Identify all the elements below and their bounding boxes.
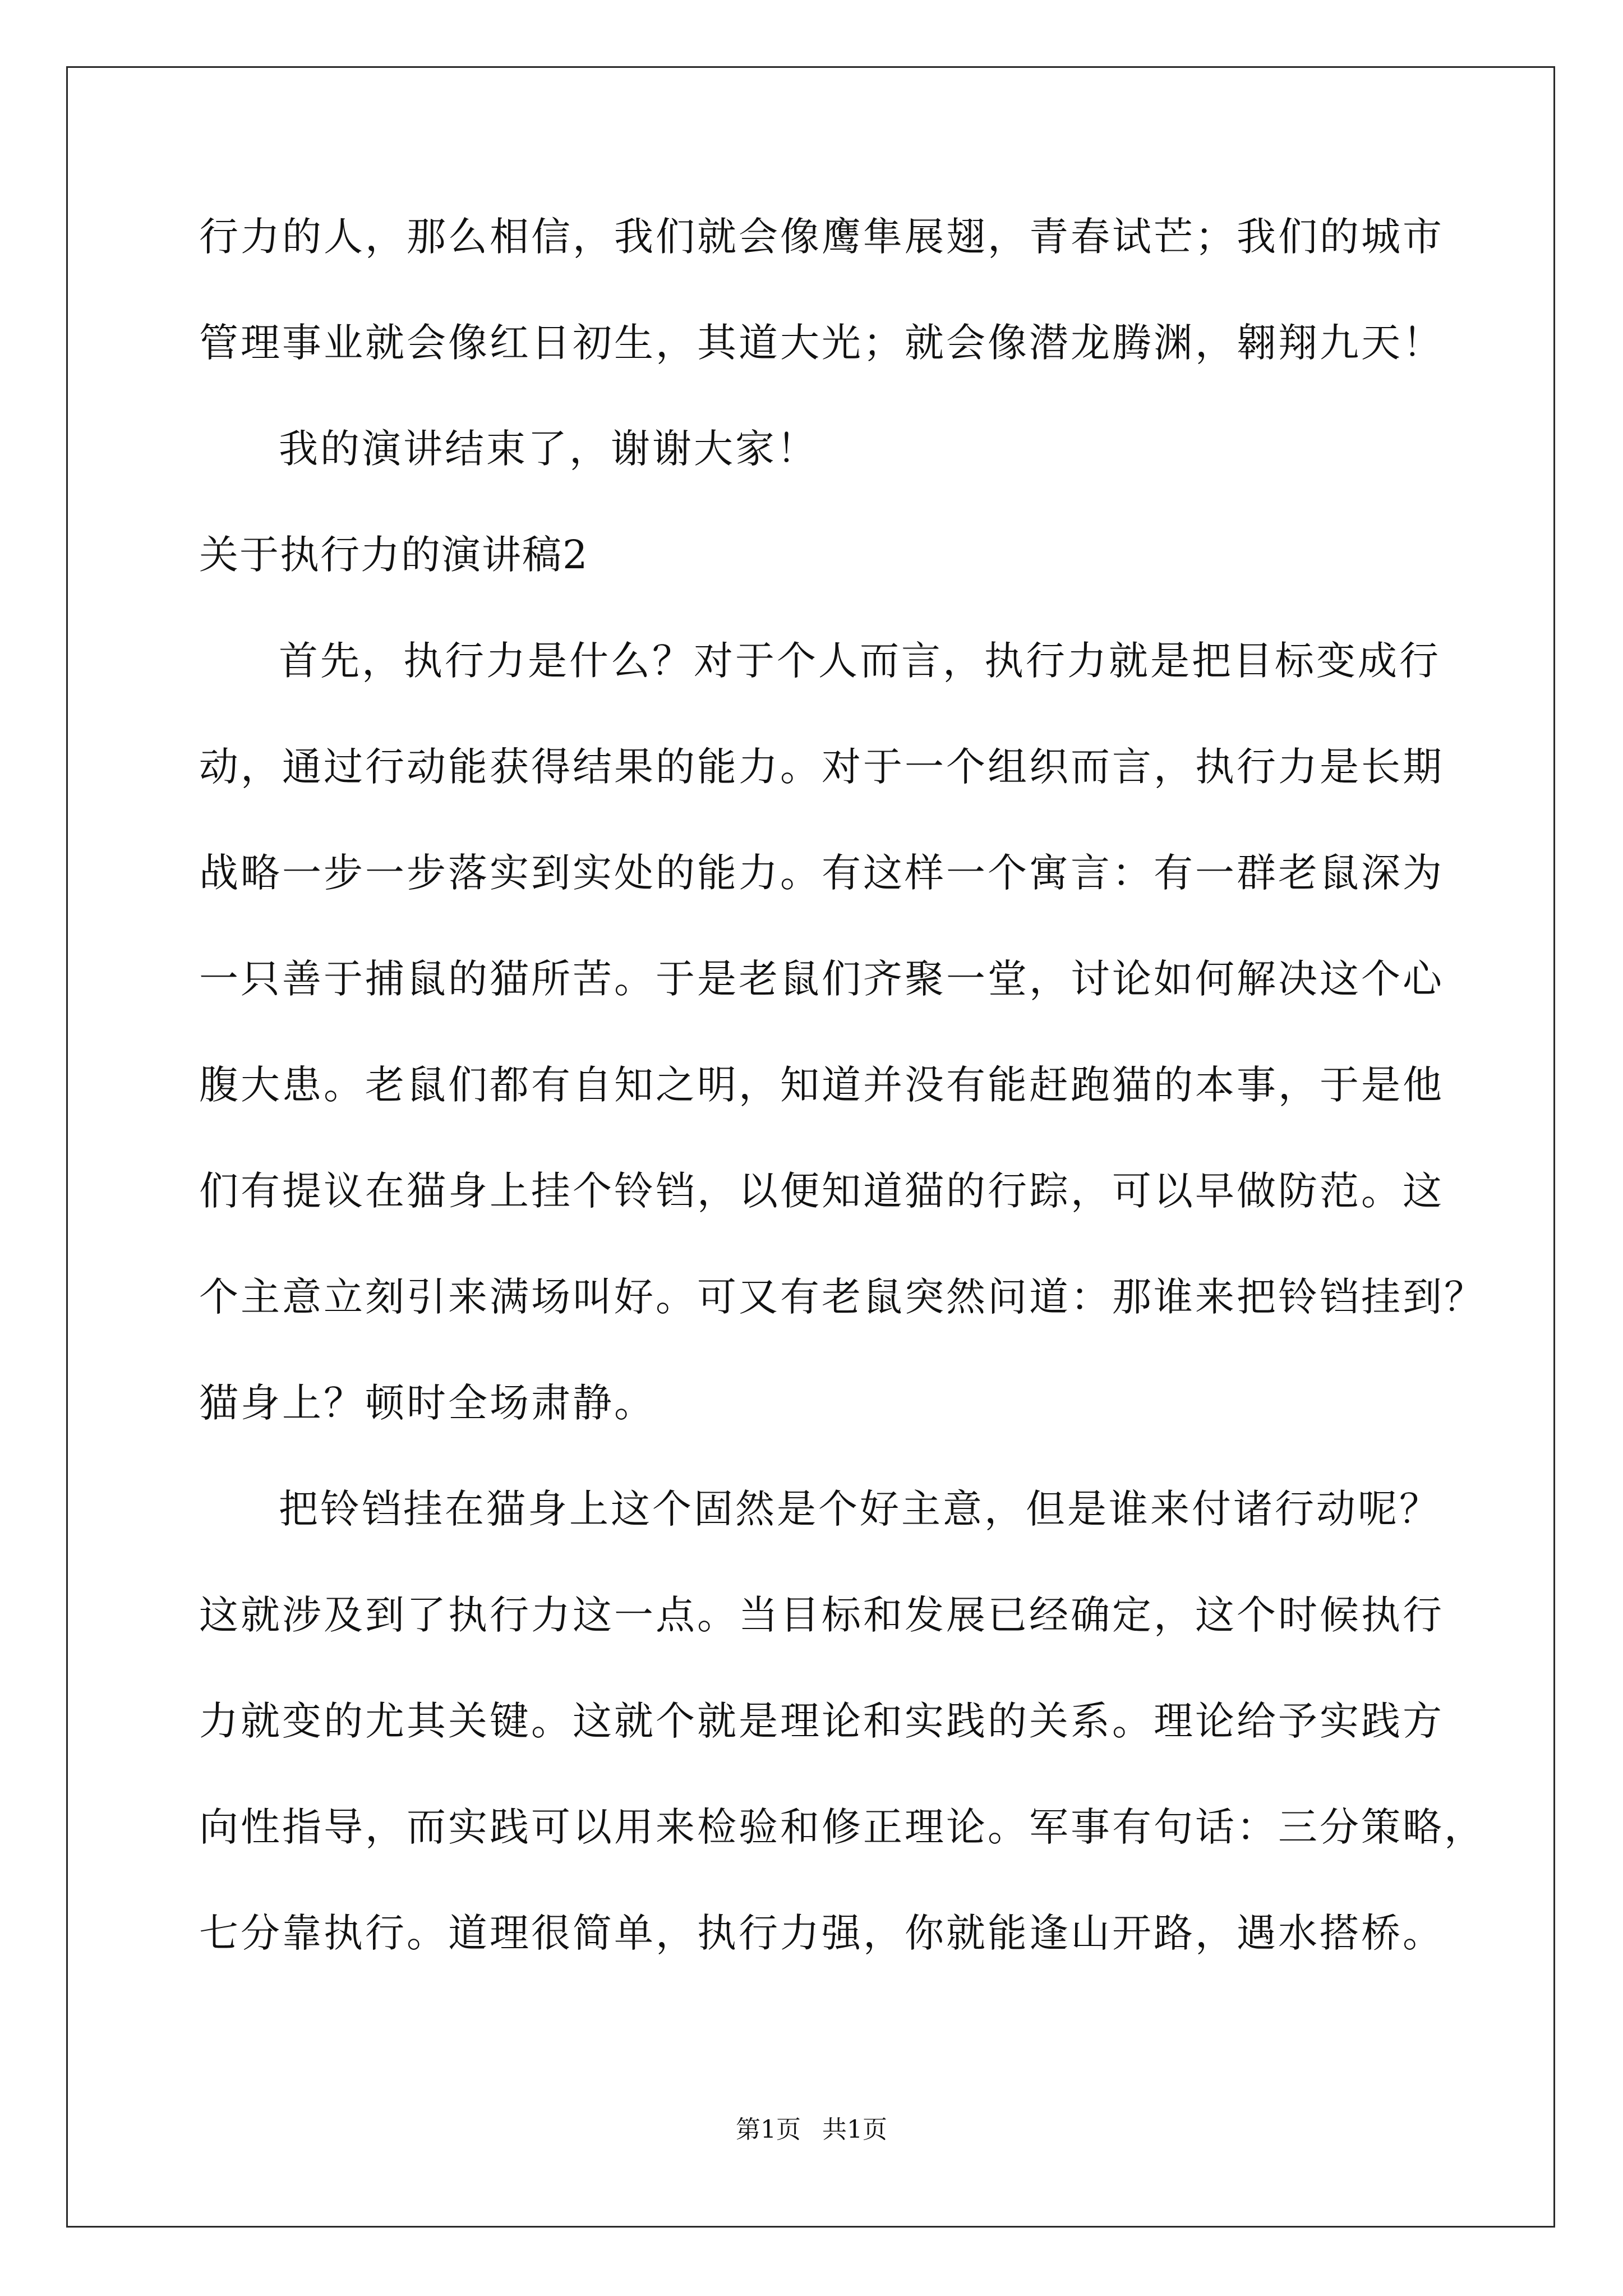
page-total: 共1页 <box>822 2115 887 2144</box>
text-line: 我的演讲结束了，谢谢大家！ <box>279 426 818 472</box>
text-line: 力就变的尤其关键。这就个就是理论和实践的关系。理论给予实践方 <box>199 1698 1444 1744</box>
document-body <box>199 209 1486 2011</box>
text-line: 行力的人，那么相信，我们就会像鹰隼展翅，青春试芒；我们的城市 <box>199 214 1444 260</box>
text-line: 七分靠执行。道理很简单，执行力强，你就能逢山开路，遇水搭桥。 <box>199 1910 1444 1956</box>
text-line: 战略一步一步落实到实处的能力。有这样一个寓言：有一群老鼠深为 <box>199 850 1444 896</box>
page-footer <box>0 2109 1623 2145</box>
text-line: 动，通过行动能获得结果的能力。对于一个组织而言，执行力是长期 <box>199 744 1444 790</box>
text-line: 个主意立刻引来满场叫好。可又有老鼠突然问道：那谁来把铃铛挂到？ <box>199 1274 1486 1320</box>
text-line: 一只善于捕鼠的猫所苦。于是老鼠们齐聚一堂，讨论如何解决这个心 <box>199 956 1444 1002</box>
text-line: 腹大患。老鼠们都有自知之明，知道并没有能赶跑猫的本事，于是他 <box>199 1062 1444 1108</box>
page-number: 第1页 <box>736 2115 801 2144</box>
text-line: 管理事业就会像红日初生，其道大光；就会像潜龙腾渊，翱翔九天！ <box>199 320 1444 366</box>
text-line: 向性指导，而实践可以用来检验和修正理论。军事有句话：三分策略， <box>199 1804 1486 1850</box>
text-line: 这就涉及到了执行力这一点。当目标和发展已经确定，这个时候执行 <box>199 1592 1444 1638</box>
text-line: 把铃铛挂在猫身上这个固然是个好主意，但是谁来付诸行动呢？ <box>279 1486 1441 1532</box>
text-line: 首先，执行力是什么？对于个人而言，执行力就是把目标变成行 <box>279 638 1441 684</box>
section-heading: 关于执行力的演讲稿2 <box>199 532 589 578</box>
text-line: 们有提议在猫身上挂个铃铛，以便知道猫的行踪，可以早做防范。这 <box>199 1168 1444 1214</box>
text-line: 猫身上？顿时全场肃静。 <box>199 1380 656 1426</box>
